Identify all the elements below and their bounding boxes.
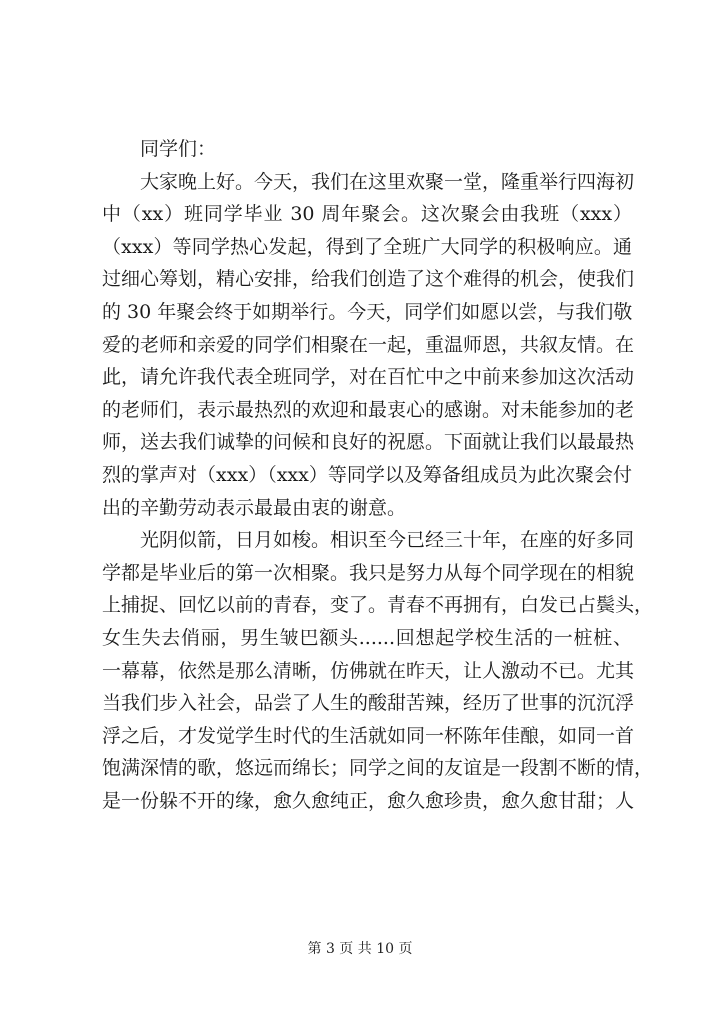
paragraph-line: 上捕捉、回忆以前的青春，变了。青春不再拥有，白发已占鬓头， <box>102 594 654 617</box>
paragraph-2 <box>102 524 654 817</box>
paragraph-line: 烈的掌声对（xxx）（xxx）等同学以及筹备组成员为此次聚会付 <box>102 463 632 486</box>
greeting: 同学们： <box>140 138 217 160</box>
page-number-footer: 第 3 页 共 10 页 <box>307 941 413 957</box>
paragraph-line: 光阴似箭，日月如梭。相识至今已经三十年，在座的好多同 <box>140 529 635 552</box>
paragraph-line: 出的辛勤劳动表示最最由衷的谢意。 <box>102 496 407 519</box>
paragraph-line: 女生失去俏丽，男生皱巴额头......回想起学校生活的一桩桩、 <box>102 626 632 649</box>
paragraph-line: 爱的老师和亲爱的同学们相聚在一起，重温师恩，共叙友情。在 <box>102 333 635 356</box>
paragraph-line: （xxx）等同学热心发起，得到了全班广大同学的积极响应。通 <box>102 235 632 258</box>
document-body <box>102 133 654 817</box>
paragraph-line: 一幕幕，依然是那么清晰，仿佛就在昨天，让人激动不已。尤其 <box>102 659 635 682</box>
paragraph-line: 师，送去我们诚挚的问候和良好的祝愿。下面就让我们以最最热 <box>102 431 635 454</box>
paragraph-line: 浮之后，才发觉学生时代的生活就如同一杯陈年佳酿，如同一首 <box>102 724 635 747</box>
paragraph-line: 大家晚上好。今天，我们在这里欢聚一堂，隆重举行四海初 <box>140 170 635 193</box>
paragraph-line: 的 30 年聚会终于如期举行。今天，同学们如愿以尝，与我们敬 <box>102 300 633 323</box>
paragraph-line: 过细心筹划，精心安排，给我们创造了这个难得的机会，使我们 <box>102 268 635 291</box>
paragraph-1 <box>102 166 635 525</box>
paragraph-line: 此，请允许我代表全班同学，对在百忙中之中前来参加这次活动 <box>102 366 635 389</box>
paragraph-line: 学都是毕业后的第一次相聚。我只是努力从每个同学现在的相貌 <box>102 561 635 584</box>
paragraph-line: 饱满深情的歌，悠远而绵长；同学之间的友谊是一段割不断的情， <box>102 757 654 780</box>
paragraph-line: 是一份躲不开的缘，愈久愈纯正，愈久愈珍贵，愈久愈甘甜；人 <box>102 789 635 812</box>
paragraph-line: 中（xx）班同学毕业 30 周年聚会。这次聚会由我班（xxx） <box>102 203 632 226</box>
paragraph-line: 的老师们，表示最热烈的欢迎和最衷心的感谢。对未能参加的老 <box>102 398 635 421</box>
paragraph-line: 当我们步入社会，品尝了人生的酸甜苦辣，经历了世事的沉沉浮 <box>102 692 635 715</box>
